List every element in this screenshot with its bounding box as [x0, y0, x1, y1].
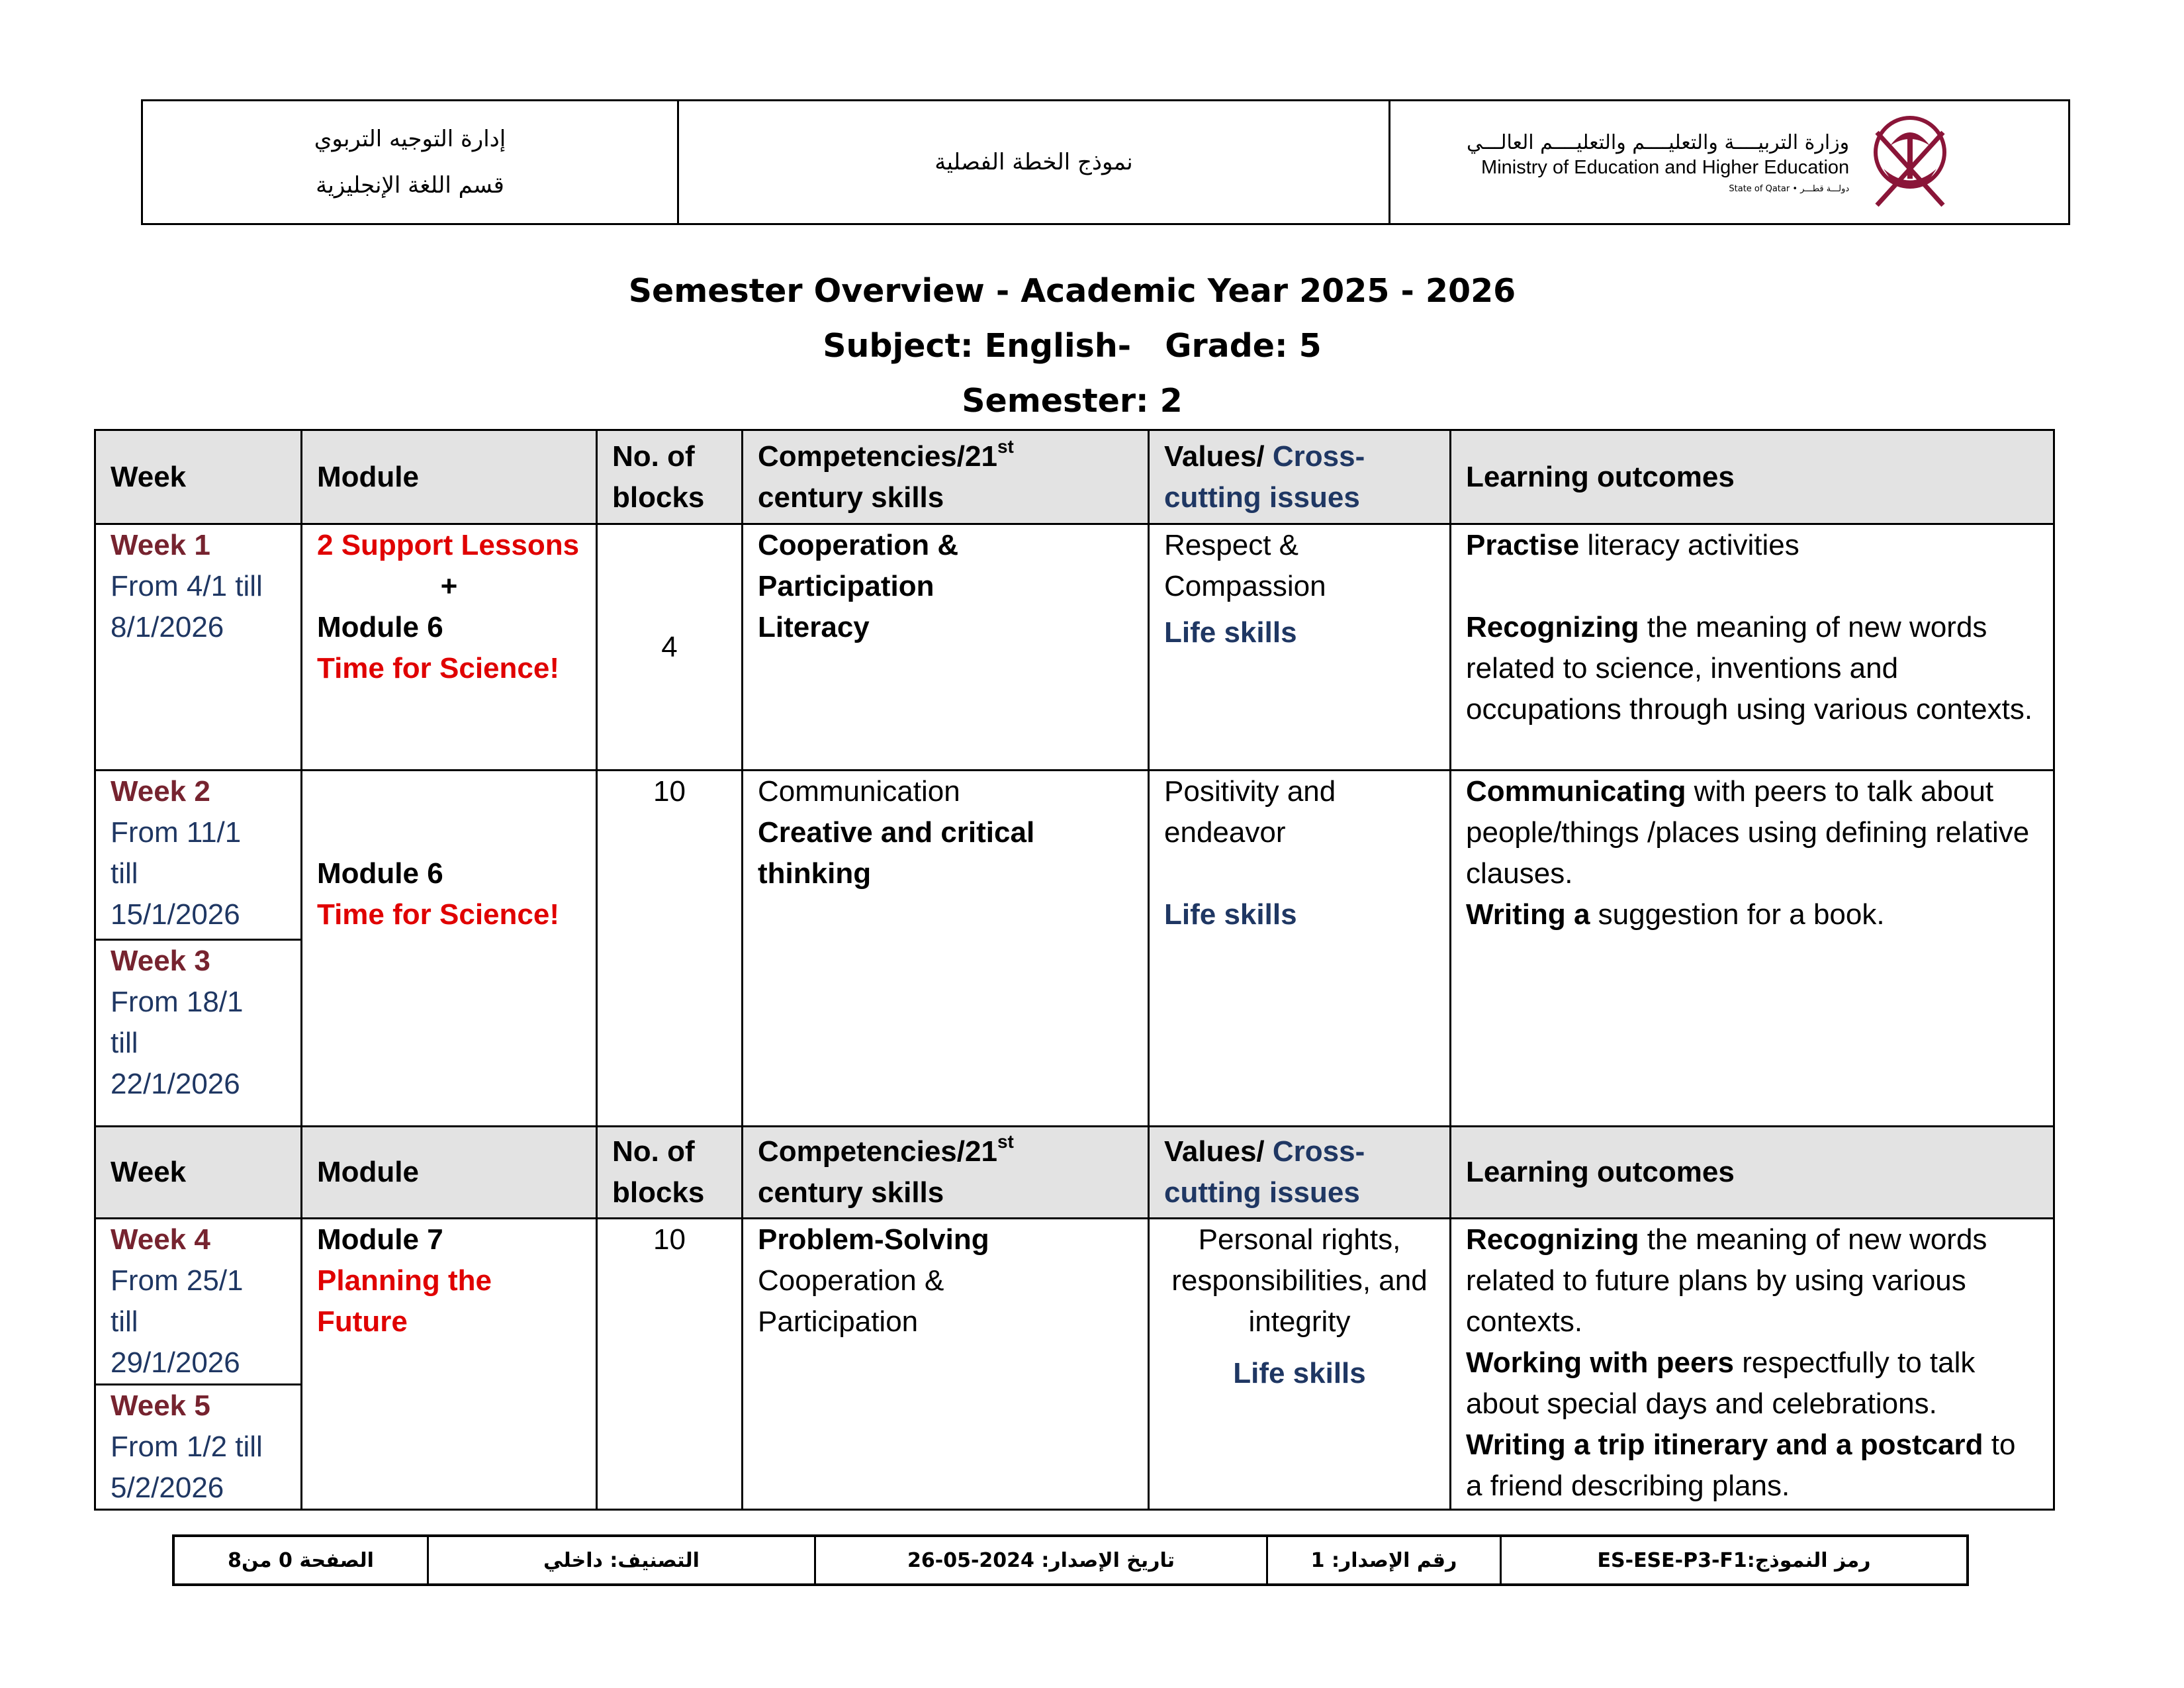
page-number: الصفحة 0 من8: [228, 1548, 374, 1572]
col-blocks: No. of blocks: [597, 430, 743, 524]
competencies-cell: Communication Creative and critical thinking: [743, 771, 1149, 1127]
competencies-cell: Cooperation & Participation Literacy: [743, 524, 1149, 771]
document-footer: [172, 1534, 1969, 1586]
title-academic-year: Semester Overview - Academic Year 2025 - 2026: [628, 272, 1516, 310]
table-header-row: [95, 1127, 2054, 1219]
week-cell: Week 2 From 11/1 till 15/1/2026: [95, 771, 302, 940]
col-outcomes: Learning outcomes: [1451, 430, 2054, 524]
values-cell: Personal rights, responsibilities, and integrity Life skills: [1149, 1219, 1451, 1510]
table-row-week-2: [95, 771, 2054, 940]
department-name: إدارة التوجيه التربوي: [314, 126, 506, 152]
ministry-logo-text: [1467, 131, 1849, 194]
form-code: رمز النموذج:ES-ESE-P3-F1: [1500, 1537, 1966, 1583]
issue-number: رقم الإصدار: 1: [1266, 1537, 1500, 1583]
outcomes-cell: Communicating with peers to talk about people/things /places using defining relative clauses. Writing a suggestion for a book.: [1451, 771, 2054, 1127]
col-values: Values/ Cross- cutting issues: [1149, 430, 1451, 524]
classification: التصنيف: داخلي: [427, 1537, 814, 1583]
col-values: Values/ Cross- cutting issues: [1149, 1127, 1451, 1219]
ministry-name-english: Ministry of Education and Higher Education: [1481, 156, 1850, 178]
values-cell: Respect & Compassion Life skills: [1149, 524, 1451, 771]
col-module: Module: [302, 430, 597, 524]
week-cell: Week 4 From 25/1 till 29/1/2026: [95, 1219, 302, 1385]
blocks-cell: 10: [597, 1219, 743, 1510]
col-module: Module: [302, 1127, 597, 1219]
form-title: نموذج الخطة الفصلية: [934, 149, 1133, 175]
title-subject-grade: Subject: English- Grade: 5: [823, 327, 1322, 365]
ministry-logo-cell: [1390, 101, 2068, 223]
module-cell: Module 6 Time for Science!: [302, 771, 597, 1127]
col-outcomes: Learning outcomes: [1451, 1127, 2054, 1219]
col-week: Week: [95, 430, 302, 524]
table-header-row: [95, 430, 2054, 524]
module-cell: Module 7 Planning the Future: [302, 1219, 597, 1510]
week-cell: Week 5 From 1/2 till 5/2/2026: [95, 1385, 302, 1510]
form-title-cell: [679, 101, 1390, 223]
semester-plan-table: [94, 429, 2055, 1511]
competencies-cell: Problem-Solving Cooperation & Participation: [743, 1219, 1149, 1510]
col-competencies: Competencies/21st century skills: [743, 1127, 1149, 1219]
issue-date: تاريخ الإصدار: 2024-05-26: [814, 1537, 1266, 1583]
blocks-cell: 10: [597, 771, 743, 1127]
section-name: قسم اللغة الإنجليزية: [316, 172, 504, 199]
week-cell: Week 1 From 4/1 till 8/1/2026: [95, 524, 302, 771]
department-cell: [143, 101, 679, 223]
values-cell: Positivity and endeavor Life skills: [1149, 771, 1451, 1127]
col-blocks: No. of blocks: [597, 1127, 743, 1219]
col-competencies: Competencies/21st century skills: [743, 430, 1149, 524]
qatar-emblem-icon: [1864, 106, 1956, 218]
document-title: [0, 263, 2144, 428]
document-header: [141, 99, 2070, 225]
table-row-week-4: [95, 1219, 2054, 1385]
outcomes-cell: Practise literacy activities Recognizing the meaning of new words related to science, inventions and occupations through using various contexts.: [1451, 524, 2054, 771]
blocks-cell: 4: [597, 524, 743, 771]
outcomes-cell: Recognizing the meaning of new words related to future plans by using various contexts. Working with peers respectfully to talk about special days and celebrations. Writing a trip itinerary and a postcard to a friend describing plans.: [1451, 1219, 2054, 1510]
title-semester: Semester: 2: [962, 382, 1183, 420]
state-of-qatar: State of Qatar • دولـــة قطـــر: [1729, 183, 1850, 194]
ministry-name-arabic: وزارة التربيــــة والتعليــــم والتعليــــم العالـــي: [1467, 130, 1850, 154]
week-cell: Week 3 From 18/1 till 22/1/2026: [95, 940, 302, 1127]
module-cell: 2 Support Lessons + Module 6 Time for Science!: [302, 524, 597, 771]
col-week: Week: [95, 1127, 302, 1219]
table-row-week-1: [95, 524, 2054, 771]
